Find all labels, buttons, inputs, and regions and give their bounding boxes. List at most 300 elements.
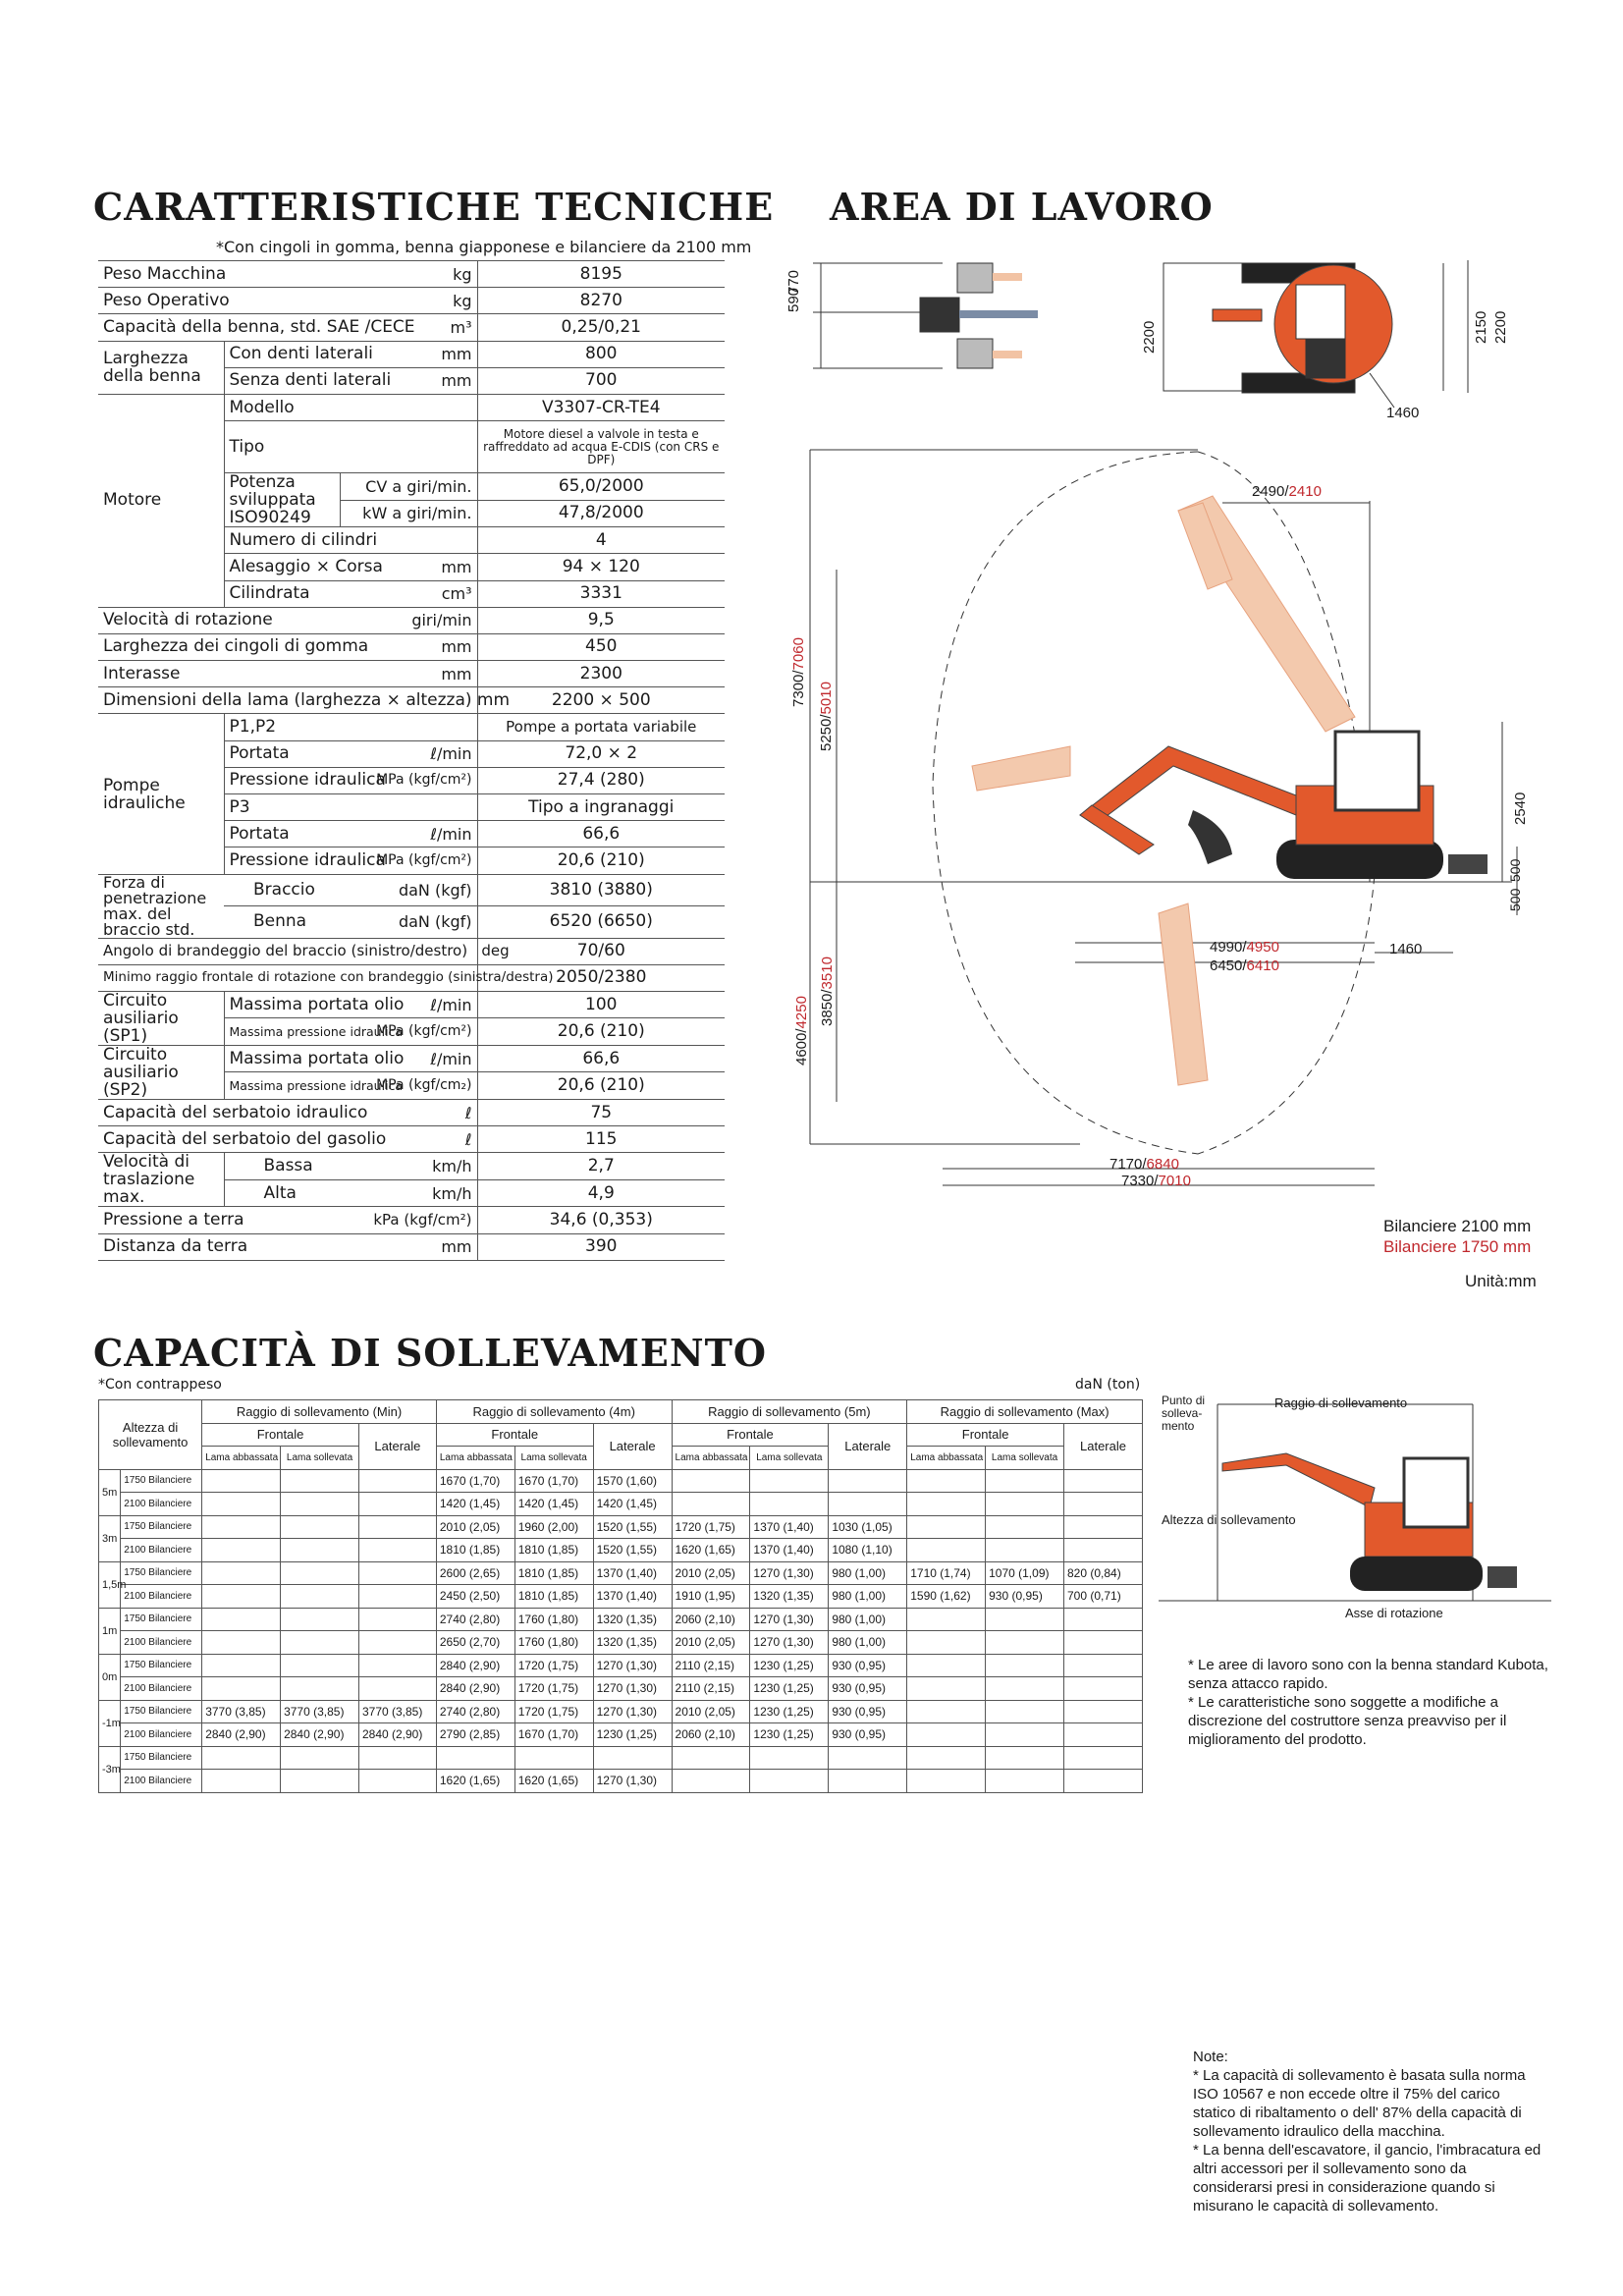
- dim-1460-top: 1460: [1386, 405, 1420, 421]
- lift-value-cell: [907, 1515, 986, 1539]
- lift-value-cell: [202, 1746, 281, 1770]
- lift-value-cell: [281, 1746, 359, 1770]
- lift-value-cell: [281, 1539, 359, 1562]
- spec-unit: daN (kgf): [340, 874, 477, 906]
- dim-2200-top: 2200: [1141, 320, 1158, 354]
- lift-value-cell: [907, 1677, 986, 1701]
- spec-label: Massima portata olio: [224, 1045, 340, 1072]
- lift-value-cell: [907, 1631, 986, 1655]
- lift-value-cell: 1670 (1,70): [514, 1469, 593, 1493]
- dim-value-red: 4950: [1246, 939, 1279, 956]
- spec-value: 20,6 (210): [477, 847, 725, 874]
- lift-value-cell: 980 (1,00): [829, 1608, 907, 1631]
- lift-subheader: Lama sollevata: [750, 1447, 829, 1470]
- lift-data-row: [99, 1677, 1143, 1701]
- lift-value-cell: 700 (0,71): [1064, 1585, 1143, 1609]
- lift-value-cell: [593, 1746, 672, 1770]
- lift-diagram-raggio: Raggio di sollevamento: [1274, 1395, 1408, 1410]
- lift-bilanciere-cell: 1750 Bilanciere: [121, 1561, 202, 1585]
- lift-value-cell: 1810 (1,85): [514, 1585, 593, 1609]
- lift-value-cell: [907, 1770, 986, 1793]
- spec-value: 94 × 120: [477, 554, 725, 580]
- lift-height-cell: 1m: [99, 1608, 121, 1654]
- lift-value-cell: 1270 (1,30): [593, 1677, 672, 1701]
- dim-2490: [1252, 483, 1322, 500]
- lift-value-cell: 1720 (1,75): [514, 1654, 593, 1677]
- lift-value-cell: [750, 1493, 829, 1516]
- lift-value-cell: 980 (1,00): [829, 1631, 907, 1655]
- lift-height-cell: 0m: [99, 1654, 121, 1700]
- spec-row: [98, 394, 725, 420]
- spec-label: Senza denti laterali: [224, 367, 340, 394]
- lift-data-row: [99, 1700, 1143, 1723]
- lift-bilanciere-cell: 2100 Bilanciere: [121, 1493, 202, 1516]
- lift-value-cell: [202, 1608, 281, 1631]
- spec-label: Capacità del serbatoio idraulico: [98, 1099, 340, 1125]
- lift-header-row: [99, 1423, 1143, 1447]
- lift-frontale-header: Frontale: [672, 1423, 829, 1447]
- spec-unit: MPa (kgf/cm₂): [340, 1072, 477, 1100]
- dim-value: 3850/: [819, 989, 836, 1026]
- lift-value-cell: [986, 1677, 1064, 1701]
- lift-value-cell: 1570 (1,60): [593, 1469, 672, 1493]
- spec-unit: ℓ/min: [340, 821, 477, 847]
- lift-value-cell: 1320 (1,35): [593, 1631, 672, 1655]
- lift-value-cell: [1064, 1493, 1143, 1516]
- lift-data-row: [99, 1585, 1143, 1609]
- lift-value-cell: 2790 (2,85): [436, 1723, 514, 1747]
- spec-value: 20,6 (210): [477, 1018, 725, 1046]
- lift-value-cell: 1760 (1,80): [514, 1608, 593, 1631]
- spec-row: [98, 661, 725, 687]
- lift-value-cell: [907, 1746, 986, 1770]
- spec-unit: km/h: [340, 1153, 477, 1180]
- spec-value: 390: [477, 1233, 725, 1260]
- lift-value-cell: [829, 1746, 907, 1770]
- spec-unit: daN (kgf): [340, 906, 477, 939]
- dim-7170: [1109, 1156, 1179, 1173]
- lift-value-cell: 2010 (2,05): [436, 1515, 514, 1539]
- lift-value-cell: [202, 1677, 281, 1701]
- lift-header-altezza: Altezza di sollevamento: [99, 1400, 202, 1470]
- lift-value-cell: 980 (1,00): [829, 1561, 907, 1585]
- dim-590: 590: [785, 287, 802, 312]
- spec-label: Modello: [224, 394, 477, 420]
- spec-label: Braccio: [224, 874, 340, 906]
- dim-5250: [818, 682, 835, 751]
- spec-row: [98, 341, 725, 367]
- dim-value-red: 4250: [793, 996, 810, 1029]
- lift-value-cell: 2060 (2,10): [672, 1723, 750, 1747]
- spec-row: [98, 991, 725, 1018]
- lift-value-cell: 1620 (1,65): [436, 1770, 514, 1793]
- lift-value-cell: 1080 (1,10): [829, 1539, 907, 1562]
- lift-value-cell: [514, 1746, 593, 1770]
- lift-note-right: daN (ton): [1075, 1377, 1141, 1393]
- spec-label: Capacità del serbatoio del gasolio: [98, 1126, 340, 1153]
- dim-value-red: 7010: [1158, 1173, 1191, 1189]
- lift-value-cell: 1070 (1,09): [986, 1561, 1064, 1585]
- dim-value-red: 7060: [790, 637, 807, 671]
- lift-value-cell: 1420 (1,45): [436, 1493, 514, 1516]
- dim-value: 4990/: [1210, 939, 1247, 956]
- lift-diagram-punto: Punto di solleva-mento: [1162, 1394, 1206, 1433]
- lift-bilanciere-cell: 1750 Bilanciere: [121, 1700, 202, 1723]
- lift-subheader: Lama abbassata: [202, 1447, 281, 1470]
- spec-label: Potenza sviluppata ISO90249: [224, 473, 340, 527]
- lift-value-cell: [1064, 1654, 1143, 1677]
- area-title: AREA DI LAVORO: [830, 185, 1214, 229]
- spec-unit: kg: [340, 288, 477, 314]
- lift-value-cell: [986, 1493, 1064, 1516]
- dim-value: 7170/: [1109, 1156, 1147, 1173]
- lift-value-cell: 2840 (2,90): [436, 1677, 514, 1701]
- lift-value-cell: 1270 (1,30): [593, 1654, 672, 1677]
- lift-value-cell: [281, 1561, 359, 1585]
- dim-value-red: 5010: [818, 682, 835, 715]
- lift-value-cell: 1520 (1,55): [593, 1515, 672, 1539]
- lift-bilanciere-cell: 1750 Bilanciere: [121, 1654, 202, 1677]
- lift-value-cell: [1064, 1631, 1143, 1655]
- lift-notes: [1188, 1656, 1551, 1749]
- spec-label: Massima portata olio: [224, 991, 340, 1018]
- spec-row: [98, 938, 725, 964]
- spec-unit: giri/min: [340, 607, 477, 633]
- spec-unit: CV a giri/min.: [340, 473, 477, 501]
- lift-value-cell: 1420 (1,45): [593, 1493, 672, 1516]
- spec-unit: mm: [340, 554, 477, 580]
- lift-value-cell: [358, 1770, 436, 1793]
- lift-bilanciere-cell: 2100 Bilanciere: [121, 1631, 202, 1655]
- lift-subheader: Lama sollevata: [281, 1447, 359, 1470]
- dim-value: 6450/: [1210, 957, 1247, 974]
- lift-data-row: [99, 1561, 1143, 1585]
- spec-value: V3307-CR-TE4: [477, 394, 725, 420]
- lift-value-cell: 2840 (2,90): [436, 1654, 514, 1677]
- dim-value-red: 3510: [819, 957, 836, 990]
- lift-group-header: Raggio di sollevamento (Max): [907, 1400, 1143, 1424]
- spec-label: Pressione idraulica: [224, 847, 340, 874]
- spec-table: [98, 260, 725, 1261]
- lift-value-cell: 3770 (3,85): [281, 1700, 359, 1723]
- spec-row: [98, 1045, 725, 1072]
- spec-row: [98, 1153, 725, 1180]
- lift-value-cell: 930 (0,95): [829, 1723, 907, 1747]
- lift-frontale-header: Frontale: [202, 1423, 359, 1447]
- lift-value-cell: [672, 1770, 750, 1793]
- lift-value-cell: 1230 (1,25): [750, 1723, 829, 1747]
- lift-bilanciere-cell: 2100 Bilanciere: [121, 1770, 202, 1793]
- spec-group-label: Velocità di traslazione max.: [98, 1153, 224, 1207]
- lift-data-row: [99, 1631, 1143, 1655]
- spec-label: Tipo: [224, 421, 477, 473]
- spec-value: 70/60: [477, 938, 725, 964]
- lift-value-cell: 2010 (2,05): [672, 1631, 750, 1655]
- lift-data-row: [99, 1469, 1143, 1493]
- spec-value: 2300: [477, 661, 725, 687]
- spec-row: [98, 607, 725, 633]
- lift-value-cell: [986, 1608, 1064, 1631]
- lift-value-cell: 1320 (1,35): [593, 1608, 672, 1631]
- spec-label: Portata: [224, 821, 340, 847]
- lift-frontale-header: Frontale: [436, 1423, 593, 1447]
- spec-label: Portata: [224, 740, 340, 767]
- lift-value-cell: 1030 (1,05): [829, 1515, 907, 1539]
- lift-value-cell: 1520 (1,55): [593, 1539, 672, 1562]
- lift-subheader: Lama sollevata: [514, 1447, 593, 1470]
- lift-laterale-header: Laterale: [829, 1423, 907, 1469]
- lift-value-cell: 1620 (1,65): [672, 1539, 750, 1562]
- lift-value-cell: [358, 1746, 436, 1770]
- lift-value-cell: 1370 (1,40): [593, 1561, 672, 1585]
- lift-group-header: Raggio di sollevamento (Min): [202, 1400, 437, 1424]
- lift-value-cell: [358, 1493, 436, 1516]
- spec-unit: MPa (kgf/cm²): [340, 1018, 477, 1046]
- lift-value-cell: [358, 1515, 436, 1539]
- legend-1750: Bilanciere 1750 mm: [1383, 1237, 1532, 1256]
- lift-value-cell: [281, 1585, 359, 1609]
- lift-value-cell: [907, 1608, 986, 1631]
- lift-bilanciere-cell: 1750 Bilanciere: [121, 1515, 202, 1539]
- lift-subheader: Lama abbassata: [436, 1447, 514, 1470]
- spec-unit: ℓ/min: [340, 1045, 477, 1072]
- lift-value-cell: [1064, 1515, 1143, 1539]
- lift-value-cell: 1720 (1,75): [514, 1677, 593, 1701]
- spec-value: 34,6 (0,353): [477, 1207, 725, 1233]
- spec-unit: ℓ/min: [340, 991, 477, 1018]
- spec-label: Numero di cilindri: [224, 527, 477, 554]
- lift-value-cell: [202, 1631, 281, 1655]
- lift-value-cell: 3770 (3,85): [358, 1700, 436, 1723]
- spec-value: 450: [477, 633, 725, 660]
- dim-3850: [819, 957, 836, 1026]
- lift-value-cell: [1064, 1770, 1143, 1793]
- spec-value: 65,0/2000: [477, 473, 725, 501]
- lift-value-cell: [436, 1746, 514, 1770]
- dim-2200-right: 2200: [1492, 310, 1509, 344]
- dim-value: 5250/: [818, 714, 835, 751]
- lift-data-row: [99, 1654, 1143, 1677]
- attachment-shape: [920, 298, 959, 332]
- spec-row: [98, 261, 725, 288]
- lift-note-item: * Le caratteristiche sono soggette a modifiche a discrezione del costruttore senza preavviso per il miglioramento del prodotto.: [1188, 1694, 1507, 1748]
- spec-value: 9,5: [477, 607, 725, 633]
- lift-value-cell: 2650 (2,70): [436, 1631, 514, 1655]
- spec-label: Peso Operativo: [98, 288, 340, 314]
- unit-label: Unità:mm: [1465, 1272, 1537, 1290]
- lift-value-cell: 1960 (2,00): [514, 1515, 593, 1539]
- spec-label: Pressione idraulica: [224, 767, 340, 793]
- spec-group-label: Motore: [98, 394, 224, 607]
- spec-row: [98, 687, 725, 714]
- spec-value: 20,6 (210): [477, 1072, 725, 1100]
- spec-label: Bassa: [224, 1153, 340, 1180]
- lift-value-cell: [358, 1631, 436, 1655]
- dim-7300: [790, 637, 807, 707]
- spec-value: 2050/2380: [477, 964, 725, 991]
- lift-value-cell: [281, 1469, 359, 1493]
- work-area-diagram: [766, 246, 1571, 1208]
- lift-value-cell: 1270 (1,30): [593, 1770, 672, 1793]
- lift-height-cell: -3m: [99, 1746, 121, 1792]
- lift-bilanciere-cell: 1750 Bilanciere: [121, 1469, 202, 1493]
- lift-value-cell: 2110 (2,15): [672, 1677, 750, 1701]
- spec-row: [98, 874, 725, 906]
- dim-4990: [1210, 939, 1279, 956]
- spec-row: [98, 314, 725, 341]
- attachment-shape: [957, 263, 993, 293]
- lift-frontale-header: Frontale: [907, 1423, 1064, 1447]
- lift-value-cell: 1810 (1,85): [436, 1539, 514, 1562]
- dim-500-b: 500: [1507, 888, 1523, 911]
- spec-unit: kW a giri/min.: [340, 500, 477, 527]
- lift-diagram-altezza: Altezza di sollevamento: [1162, 1512, 1296, 1527]
- spec-value: 27,4 (280): [477, 767, 725, 793]
- spec-label-text: Dimensioni della lama (larghezza × altezza): [103, 689, 472, 710]
- lift-value-cell: [1064, 1539, 1143, 1562]
- spec-value: 2,7: [477, 1153, 725, 1180]
- lift-value-cell: 2740 (2,80): [436, 1700, 514, 1723]
- lift-value-cell: 1270 (1,30): [750, 1631, 829, 1655]
- lift-value-cell: [907, 1469, 986, 1493]
- lift-bilanciere-cell: 2100 Bilanciere: [121, 1677, 202, 1701]
- lift-value-cell: [202, 1515, 281, 1539]
- spec-group-label: Forza di penetrazione max. del braccio std.: [98, 874, 224, 938]
- lift-laterale-header: Laterale: [1064, 1423, 1143, 1469]
- lift-value-cell: 1370 (1,40): [593, 1585, 672, 1609]
- spec-value: 4: [477, 527, 725, 554]
- lift-value-cell: 1270 (1,30): [593, 1700, 672, 1723]
- spec-row: [98, 1207, 725, 1233]
- lift-value-cell: 930 (0,95): [829, 1677, 907, 1701]
- lift-data-row: [99, 1608, 1143, 1631]
- spec-label: Velocità di rotazione: [98, 607, 340, 633]
- spec-label: Capacità della benna, std. SAE /CECE: [98, 314, 340, 341]
- spec-label: [98, 687, 511, 714]
- dim-value: 4600/: [793, 1028, 810, 1066]
- lift-group-header: Raggio di sollevamento (4m): [436, 1400, 672, 1424]
- lift-value-cell: 1420 (1,45): [514, 1493, 593, 1516]
- spec-unit: ℓ/min: [340, 740, 477, 767]
- lift-value-cell: [281, 1515, 359, 1539]
- excavator-drawing: [1080, 732, 1488, 879]
- attachment-shape: [957, 339, 993, 368]
- spec-row: [98, 714, 725, 740]
- dim-4600: [793, 996, 810, 1066]
- lift-bilanciere-cell: 2100 Bilanciere: [121, 1723, 202, 1747]
- spec-value: Pompe a portata variabile: [477, 714, 725, 740]
- dim-value-red: 2410: [1288, 483, 1322, 500]
- spec-value: 8195: [477, 261, 725, 288]
- lift-bilanciere-cell: 2100 Bilanciere: [121, 1539, 202, 1562]
- lift-value-cell: 1230 (1,25): [750, 1677, 829, 1701]
- spec-unit: kPa (kgf/cm²): [340, 1207, 477, 1233]
- dim-6450: [1210, 957, 1279, 974]
- spec-row: [98, 288, 725, 314]
- lift-value-cell: 1230 (1,25): [750, 1700, 829, 1723]
- lift-bilanciere-cell: 2100 Bilanciere: [121, 1585, 202, 1609]
- dim-1460-side: 1460: [1389, 941, 1423, 957]
- spec-row: [98, 633, 725, 660]
- lift-value-cell: 2010 (2,05): [672, 1700, 750, 1723]
- lift-value-cell: [281, 1770, 359, 1793]
- spec-value: 800: [477, 341, 725, 367]
- lift-height-cell: 3m: [99, 1515, 121, 1561]
- lift-group-header: Raggio di sollevamento (5m): [672, 1400, 907, 1424]
- spec-label: P3: [224, 794, 477, 821]
- spec-row: [98, 964, 725, 991]
- lift-data-row: [99, 1493, 1143, 1516]
- lift-height-cell: 1,5m: [99, 1561, 121, 1608]
- lift-value-cell: [986, 1770, 1064, 1793]
- lift-value-cell: [986, 1539, 1064, 1562]
- lift-value-cell: [358, 1561, 436, 1585]
- lift-laterale-header: Laterale: [593, 1423, 672, 1469]
- lift-value-cell: 980 (1,00): [829, 1585, 907, 1609]
- lift-value-cell: [907, 1493, 986, 1516]
- lift-value-cell: [202, 1561, 281, 1585]
- lift-value-cell: 1270 (1,30): [750, 1608, 829, 1631]
- spec-label: Peso Macchina: [98, 261, 340, 288]
- bottom-note: [1193, 2048, 1546, 2215]
- lift-data-row: [99, 1746, 1143, 1770]
- lift-value-cell: [750, 1746, 829, 1770]
- lift-value-cell: 1670 (1,70): [514, 1723, 593, 1747]
- lift-value-cell: [750, 1469, 829, 1493]
- lift-value-cell: 2840 (2,90): [358, 1723, 436, 1747]
- spec-value: 3331: [477, 580, 725, 607]
- spec-value: 115: [477, 1126, 725, 1153]
- lift-value-cell: [202, 1539, 281, 1562]
- lift-data-row: [99, 1515, 1143, 1539]
- spec-subtitle: *Con cingoli in gomma, benna giapponese e bilanciere da 2100 mm: [216, 238, 752, 256]
- spec-label: [98, 938, 510, 964]
- lift-value-cell: 1720 (1,75): [672, 1515, 750, 1539]
- lift-value-cell: [672, 1746, 750, 1770]
- lift-value-cell: 1720 (1,75): [514, 1700, 593, 1723]
- spec-unit: mm: [340, 367, 477, 394]
- spec-value: 75: [477, 1099, 725, 1125]
- spec-unit: m³: [340, 314, 477, 341]
- lift-value-cell: 1760 (1,80): [514, 1631, 593, 1655]
- dim-value-red: 6410: [1246, 957, 1279, 974]
- lift-value-cell: [281, 1631, 359, 1655]
- dim-value-red: 6840: [1146, 1156, 1179, 1173]
- lift-value-cell: 1710 (1,74): [907, 1561, 986, 1585]
- dim-770: 770: [785, 269, 802, 295]
- lift-value-cell: [829, 1770, 907, 1793]
- lift-value-cell: [986, 1746, 1064, 1770]
- spec-unit: mm: [340, 341, 477, 367]
- lift-value-cell: [829, 1469, 907, 1493]
- bottom-note-title: Note:: [1193, 2049, 1228, 2065]
- dim-value: 7330/: [1121, 1173, 1159, 1189]
- spec-unit: kg: [340, 261, 477, 288]
- spec-label: Interasse: [98, 661, 340, 687]
- spec-value: 66,6: [477, 821, 725, 847]
- lift-value-cell: 1370 (1,40): [750, 1539, 829, 1562]
- lift-value-cell: [358, 1469, 436, 1493]
- lift-bilanciere-cell: 1750 Bilanciere: [121, 1608, 202, 1631]
- spec-unit: deg: [481, 942, 510, 960]
- lift-height-cell: 5m: [99, 1469, 121, 1515]
- lift-value-cell: [672, 1469, 750, 1493]
- lift-value-cell: [1064, 1608, 1143, 1631]
- spec-value: Tipo a ingranaggi: [477, 794, 725, 821]
- lift-value-cell: 1230 (1,25): [593, 1723, 672, 1747]
- lift-value-cell: [672, 1493, 750, 1516]
- spec-unit: cm³: [340, 580, 477, 607]
